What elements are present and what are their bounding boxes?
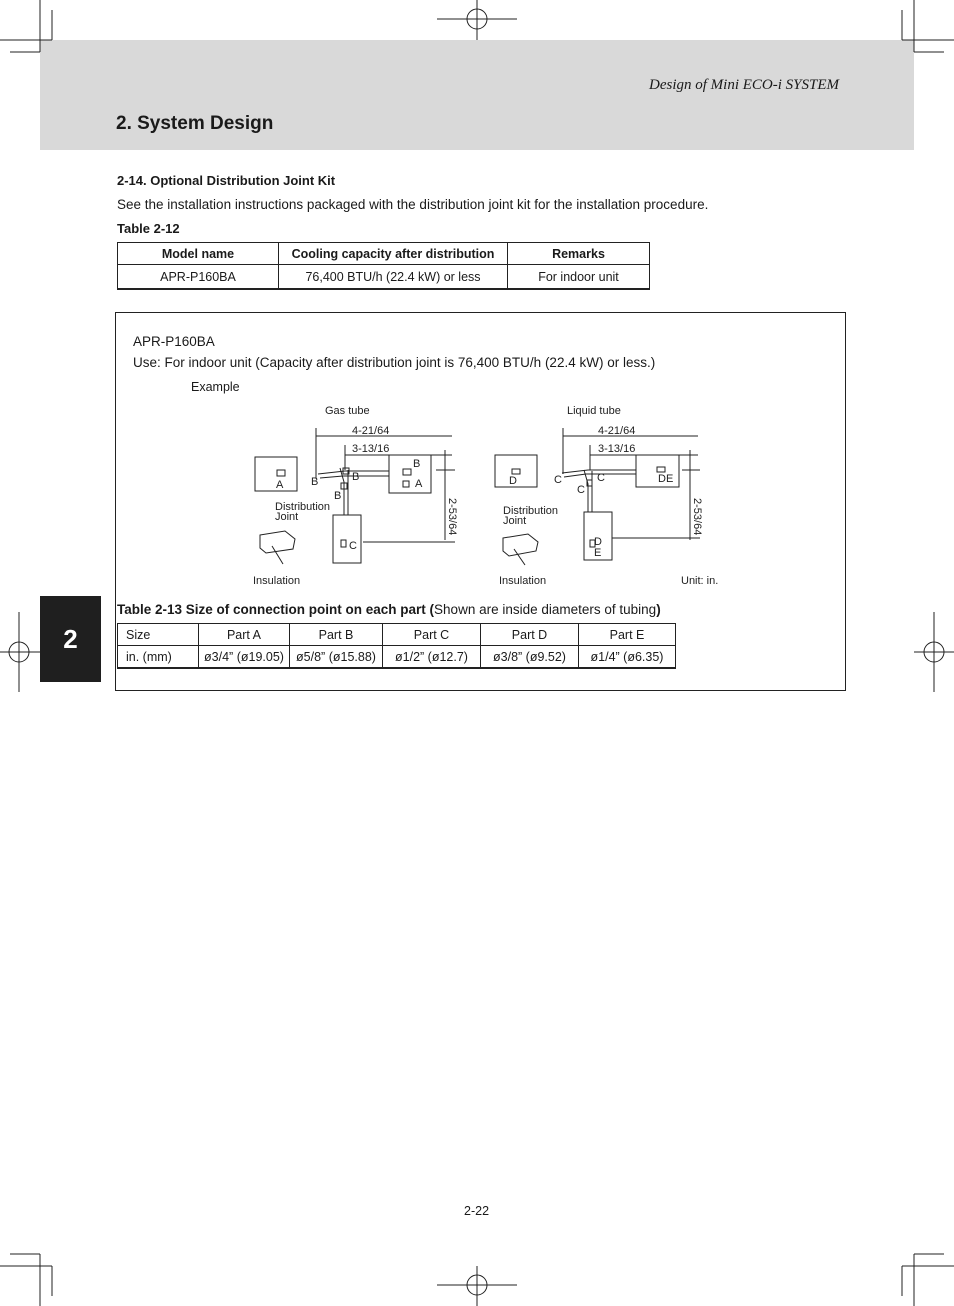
part-label: C	[554, 474, 562, 486]
page-number: 2-22	[464, 1204, 490, 1218]
gas-insulation-label: Insulation	[253, 575, 301, 587]
part-label: D	[509, 475, 517, 487]
table-header-row	[118, 624, 676, 646]
kit-use: Use: For indoor unit (Capacity after distribution joint is 76,400 BTU/h (22.4 kW) or less.)	[133, 355, 656, 370]
liquid-insulation-piece	[503, 534, 538, 556]
caption-normal: Shown are inside diameters of tubing	[434, 602, 657, 617]
liquid-dim-upper: 4-21/64	[598, 425, 636, 437]
table-row	[118, 646, 676, 669]
gas-joint-label: Joint	[275, 511, 299, 523]
table-header-cell: Model name	[118, 243, 279, 265]
section-heading: 2-14. Optional Distribution Joint Kit	[117, 173, 336, 188]
table-cell: ø3/4” (ø19.05)	[199, 646, 290, 669]
table-cell: For indoor unit	[508, 265, 650, 290]
part-label: DE	[658, 473, 674, 485]
table-cell: APR-P160BA	[118, 265, 279, 290]
liquid-joint-label: Joint	[503, 515, 527, 527]
table-cell: ø1/2” (ø12.7)	[383, 646, 481, 669]
gas-tube-title: Gas tube	[325, 405, 370, 417]
kit-model: APR-P160BA	[133, 334, 215, 349]
gas-joint-label: Distribution	[275, 501, 331, 513]
unit-label: Unit: in.	[681, 575, 719, 587]
caption-end: )	[656, 602, 661, 617]
example-label: Example	[191, 380, 240, 394]
part-label: A	[276, 479, 284, 491]
table-header-cell: Part D	[481, 624, 579, 646]
gas-dim-upper: 4-21/64	[352, 425, 390, 437]
gas-branch-down	[333, 515, 361, 563]
part-label: B	[352, 471, 360, 483]
table-2-13	[117, 623, 676, 669]
part-label: B	[311, 476, 319, 488]
gas-dim-vertical: 2-53/64	[446, 498, 458, 536]
table-header-cell: Part B	[290, 624, 383, 646]
page-title: 2. System Design	[116, 113, 274, 134]
table-2-12-caption: Table 2-12	[117, 221, 180, 236]
table-2-13-caption	[117, 602, 661, 617]
liquid-insulation-label: Insulation	[499, 575, 547, 587]
liquid-joint-label: Distribution	[503, 505, 559, 517]
table-header-cell: Part C	[383, 624, 481, 646]
liquid-tube-title: Liquid tube	[567, 405, 621, 417]
chapter-tab: 2	[40, 596, 101, 682]
part-label: E	[594, 547, 602, 559]
part-label: B	[413, 458, 421, 470]
part-label: D	[594, 536, 602, 548]
part-label: C	[597, 472, 605, 484]
gas-branch-right	[389, 455, 431, 493]
part-label: C	[577, 484, 585, 496]
gas-dim-lower: 3-13/16	[352, 443, 390, 455]
table-cell: in. (mm)	[118, 646, 199, 669]
part-label: C	[349, 540, 357, 552]
table-cell: ø5/8” (ø15.88)	[290, 646, 383, 669]
table-header-cell: Remarks	[508, 243, 650, 265]
part-label: A	[415, 478, 423, 490]
table-cell: 76,400 BTU/h (22.4 kW) or less	[279, 265, 508, 290]
table-header-cell: Part E	[579, 624, 676, 646]
intro-text: See the installation instructions packaged with the distribution joint kit for the installation procedure.	[117, 197, 709, 212]
table-header-cell: Cooling capacity after distribution	[279, 243, 508, 265]
liquid-dim-lower: 3-13/16	[598, 443, 636, 455]
gas-insulation-piece	[260, 531, 295, 553]
header-subtitle: Design of Mini ECO-i SYSTEM	[649, 77, 839, 93]
table-cell: ø1/4” (ø6.35)	[579, 646, 676, 669]
caption-bold: Table 2-13 Size of connection point on each part (	[117, 602, 435, 617]
liquid-dim-vertical: 2-53/64	[691, 498, 703, 536]
table-header-cell: Size	[118, 624, 199, 646]
table-header-cell: Part A	[199, 624, 290, 646]
table-cell: ø3/8” (ø9.52)	[481, 646, 579, 669]
part-label: B	[334, 490, 342, 502]
